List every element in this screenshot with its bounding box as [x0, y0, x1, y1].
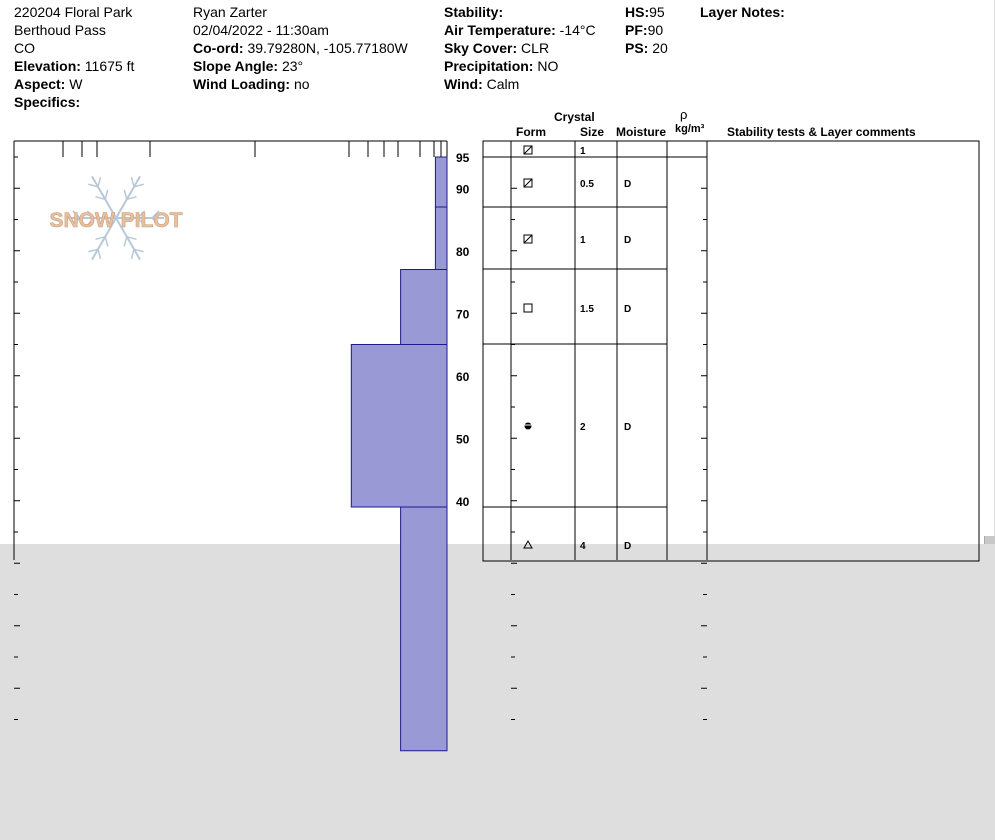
aspect-label: Aspect:	[14, 76, 66, 92]
precip-label: Precipitation:	[444, 58, 534, 74]
hardness-bar	[401, 507, 447, 751]
hardness-bars	[351, 157, 447, 751]
faceted-rounded-icon	[524, 235, 532, 243]
hardness-bar	[351, 345, 447, 508]
wind-loading-label: Wind Loading:	[193, 76, 291, 92]
rounded-icon	[525, 423, 532, 430]
sky-value: CLR	[521, 40, 550, 56]
moisture-value: D	[624, 304, 632, 315]
size-header: Size	[580, 125, 605, 139]
moisture-value: D	[624, 541, 632, 552]
faceted-rounded-icon	[524, 179, 532, 187]
depth-tick-label: 90	[456, 182, 470, 197]
datetime: 02/04/2022 - 11:30am	[193, 22, 329, 38]
snowflake-branch	[131, 177, 134, 187]
location: Berthoud Pass	[14, 22, 106, 38]
wind-loading-value: no	[293, 76, 310, 92]
site-line: 220204 Floral Park	[14, 4, 133, 20]
precip-value: NO	[537, 58, 559, 74]
comments-header: Stability tests & Layer comments	[727, 125, 916, 139]
ps-label: PS:	[625, 40, 649, 56]
ps-value: 20	[652, 40, 668, 56]
layer-notes-label: Layer Notes:	[700, 4, 785, 20]
scrollbar-thumb[interactable]	[984, 536, 995, 544]
crystal-size: 1	[580, 235, 586, 246]
snowflake-branch	[105, 237, 108, 247]
depth-axis	[456, 151, 470, 509]
rho-header: ρ	[680, 107, 688, 122]
snowflake-branch	[124, 190, 127, 200]
elevation-value: 11675 ft	[84, 58, 135, 74]
stability-label: Stability:	[444, 4, 504, 20]
moisture-value: D	[624, 235, 632, 246]
table-border	[483, 141, 979, 561]
crystal-size: 0.5	[580, 179, 594, 190]
hs-label: HS:	[625, 4, 650, 20]
coord-label: Co-ord:	[193, 40, 244, 56]
depth-tick-label: 60	[456, 369, 470, 384]
snowflake-branch	[98, 249, 101, 259]
specifics-label: Specifics:	[14, 94, 81, 110]
pf-label: PF:	[625, 22, 648, 38]
sky-label: Sky Cover:	[444, 40, 518, 56]
aspect-value: W	[69, 76, 83, 92]
hardness-bar	[435, 207, 447, 270]
crystal-size: 1	[580, 146, 586, 157]
coord-value: 39.79280N, -105.77180W	[247, 40, 408, 56]
elevation-label: Elevation:	[14, 58, 81, 74]
faceted-icon	[524, 304, 532, 312]
crystal-header: Crystal	[554, 110, 595, 124]
slope-value: 23°	[281, 58, 304, 74]
depth-tick-label: 80	[456, 244, 470, 259]
air-temp-value: -14°C	[559, 22, 596, 38]
observer: Ryan Zarter	[193, 4, 267, 20]
slope-label: Slope Angle:	[193, 58, 279, 74]
snowflake-branch	[124, 237, 127, 247]
hs-value: 95	[649, 4, 665, 20]
air-temp-label: Air Temperature:	[444, 22, 556, 38]
crystal-size: 4	[580, 541, 586, 552]
state: CO	[14, 40, 35, 56]
moisture-value: D	[624, 422, 632, 433]
moisture-header: Moisture	[616, 125, 667, 139]
form-header: Form	[516, 125, 546, 139]
wind-value: Calm	[486, 76, 520, 92]
depth-tick-label: 70	[456, 307, 470, 322]
density-unit-header: kg/m³	[675, 123, 705, 135]
faceted-rounded-icon	[524, 146, 532, 154]
wind-label: Wind:	[444, 76, 483, 92]
crystal-size: 2	[580, 422, 586, 433]
pf-value: 90	[647, 22, 664, 38]
moisture-value: D	[624, 179, 632, 190]
hardness-bar	[435, 157, 447, 207]
depth-tick-label: 50	[456, 432, 470, 447]
snow-pilot-logo	[50, 176, 183, 259]
snowflake-branch	[98, 177, 101, 187]
depth-tick-label: 95	[456, 151, 470, 165]
logo-text: SNOW PILOT	[49, 209, 183, 232]
depth-hoar-icon	[524, 541, 532, 548]
depth-tick-label: 40	[456, 494, 470, 509]
crystal-size: 1.5	[580, 304, 594, 315]
snowflake-branch	[131, 249, 134, 259]
snowflake-branch	[105, 190, 108, 200]
hardness-bar	[401, 270, 447, 345]
layer-table	[483, 141, 979, 720]
